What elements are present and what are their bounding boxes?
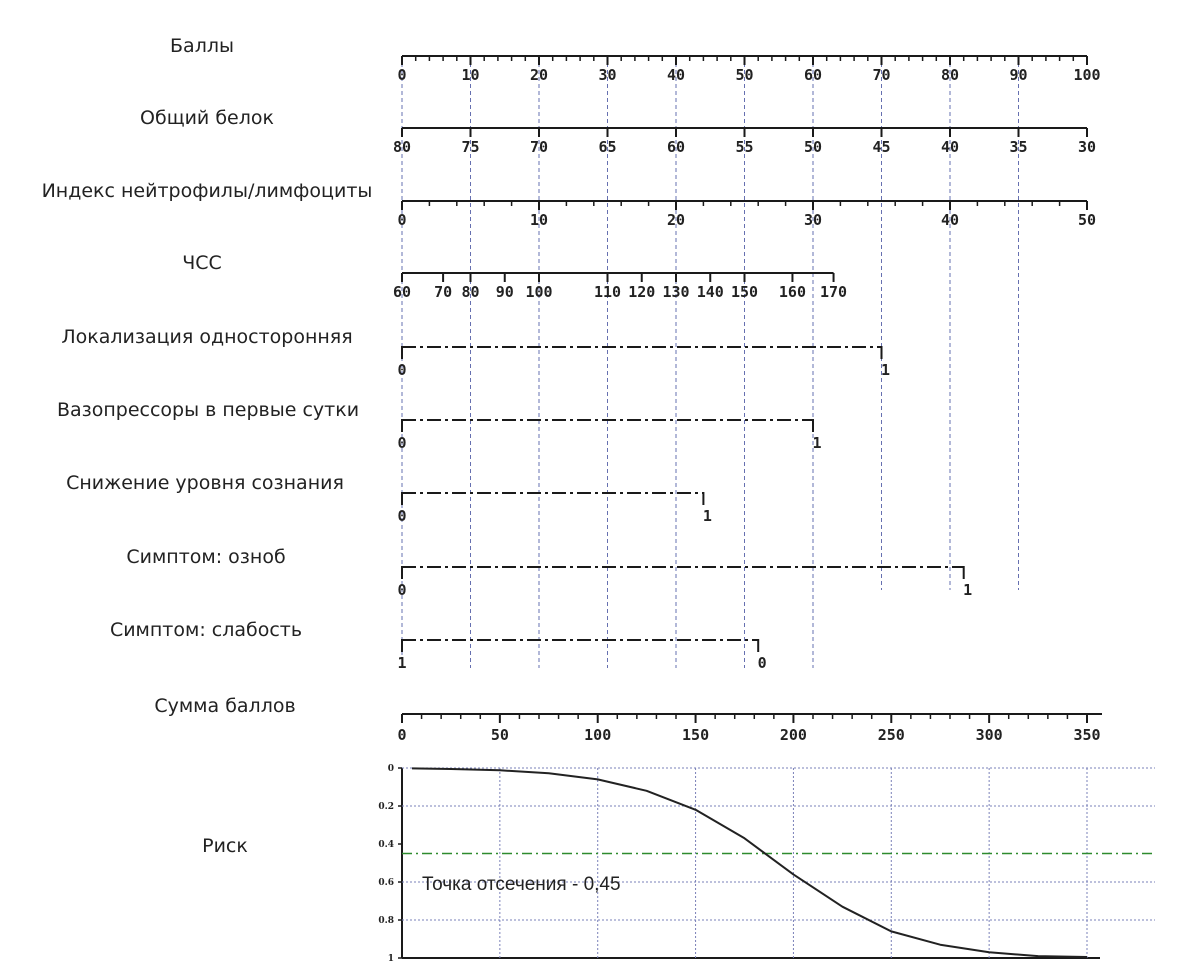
tick-label: 100 [525,283,553,301]
row-label: Баллы [170,35,234,57]
tick-label: 150 [730,283,759,301]
y-tick-label: 0.6 [378,878,394,888]
risk-label: Риск [202,835,248,857]
tick-label: 0 [397,581,407,599]
tick-label: 40 [940,138,960,156]
row-label: Симптом: слабость [109,619,303,641]
tick-label: 0 [757,654,767,672]
tick-label: 90 [1009,66,1028,84]
row-1 [170,35,1101,84]
tick-label: 10 [529,211,549,229]
tick-label: 60 [803,66,823,84]
tick-label: 160 [778,283,806,301]
guide-lines [402,56,1019,668]
tick-label: 75 [461,138,480,156]
tick-label: 40 [666,66,686,84]
y-tick-label: 0 [387,764,394,774]
tick-label: 50 [803,138,823,156]
tick-label: 30 [598,66,617,84]
row-label: Снижение уровня сознания [66,472,344,494]
tick-label: 1 [397,654,407,672]
tick-label: 60 [392,283,412,301]
tick-label: 10 [461,66,480,84]
tick-label: 140 [696,283,724,301]
tick-label: 0 [397,726,407,744]
row-7 [66,472,712,525]
tick-label: 80 [392,138,412,156]
tick-label: 1 [963,581,973,599]
row-label: Симптом: озноб [126,546,286,568]
row-label: Индекс нейтрофилы/лимфоциты [41,180,373,202]
risk-curve [412,768,1087,957]
tick-label: 35 [1009,138,1028,156]
nomogram-rows [42,35,1101,672]
tick-label: 70 [529,138,549,156]
tick-label: 110 [593,283,622,301]
tick-label: 80 [461,283,480,301]
row-label: ЧСС [182,252,222,274]
tick-label: 150 [682,726,710,744]
tick-label: 0 [397,434,407,452]
row-5 [61,326,890,379]
tick-label: 50 [1077,211,1097,229]
tick-label: 0 [397,361,407,379]
tick-label: 170 [820,283,848,301]
tick-label: 100 [584,726,612,744]
tick-label: 65 [598,138,617,156]
row-label: Локализация односторонняя [61,326,353,348]
total-points-axis [154,695,1102,744]
row-8 [126,546,972,599]
tick-label: 20 [666,211,686,229]
tick-label: 45 [872,138,891,156]
tick-label: 60 [666,138,686,156]
row-label: Вазопрессоры в первые сутки [56,399,360,421]
tick-label: 1 [702,507,712,525]
tick-label: 90 [495,283,514,301]
row-4 [182,252,847,301]
tick-label: 350 [1073,726,1101,744]
tick-label: 100 [1073,66,1101,84]
tick-label: 300 [975,726,1003,744]
tick-label: 130 [662,283,690,301]
tick-label: 20 [529,66,549,84]
cutoff-annotation: Точка отсечения - 0,45 [422,874,621,895]
tick-label: 80 [940,66,960,84]
tick-label: 40 [940,211,960,229]
tick-label: 30 [803,211,823,229]
row-label: Общий белок [140,107,274,129]
tick-label: 1 [812,434,822,452]
tick-label: 1 [880,361,891,379]
tick-label: 200 [779,726,807,744]
tick-label: 0 [397,66,407,84]
row-6 [57,399,822,452]
row-3 [42,180,1096,229]
row-2 [140,107,1096,156]
y-tick-label: 0.2 [378,802,394,812]
y-tick-label: 1 [387,954,394,964]
row-9 [110,619,767,672]
tick-label: 55 [735,138,754,156]
tick-label: 250 [877,726,905,744]
y-tick-label: 0.8 [378,916,394,926]
tick-label: 70 [434,283,453,301]
tick-label: 50 [735,66,754,84]
total-label: Сумма баллов [154,695,296,717]
tick-label: 0 [397,507,407,525]
tick-label: 50 [490,726,509,744]
tick-label: 30 [1077,138,1097,156]
risk-panel [202,764,1155,964]
tick-label: 120 [628,283,656,301]
tick-label: 0 [397,211,407,229]
y-tick-label: 0.4 [378,840,394,850]
tick-label: 70 [872,66,891,84]
